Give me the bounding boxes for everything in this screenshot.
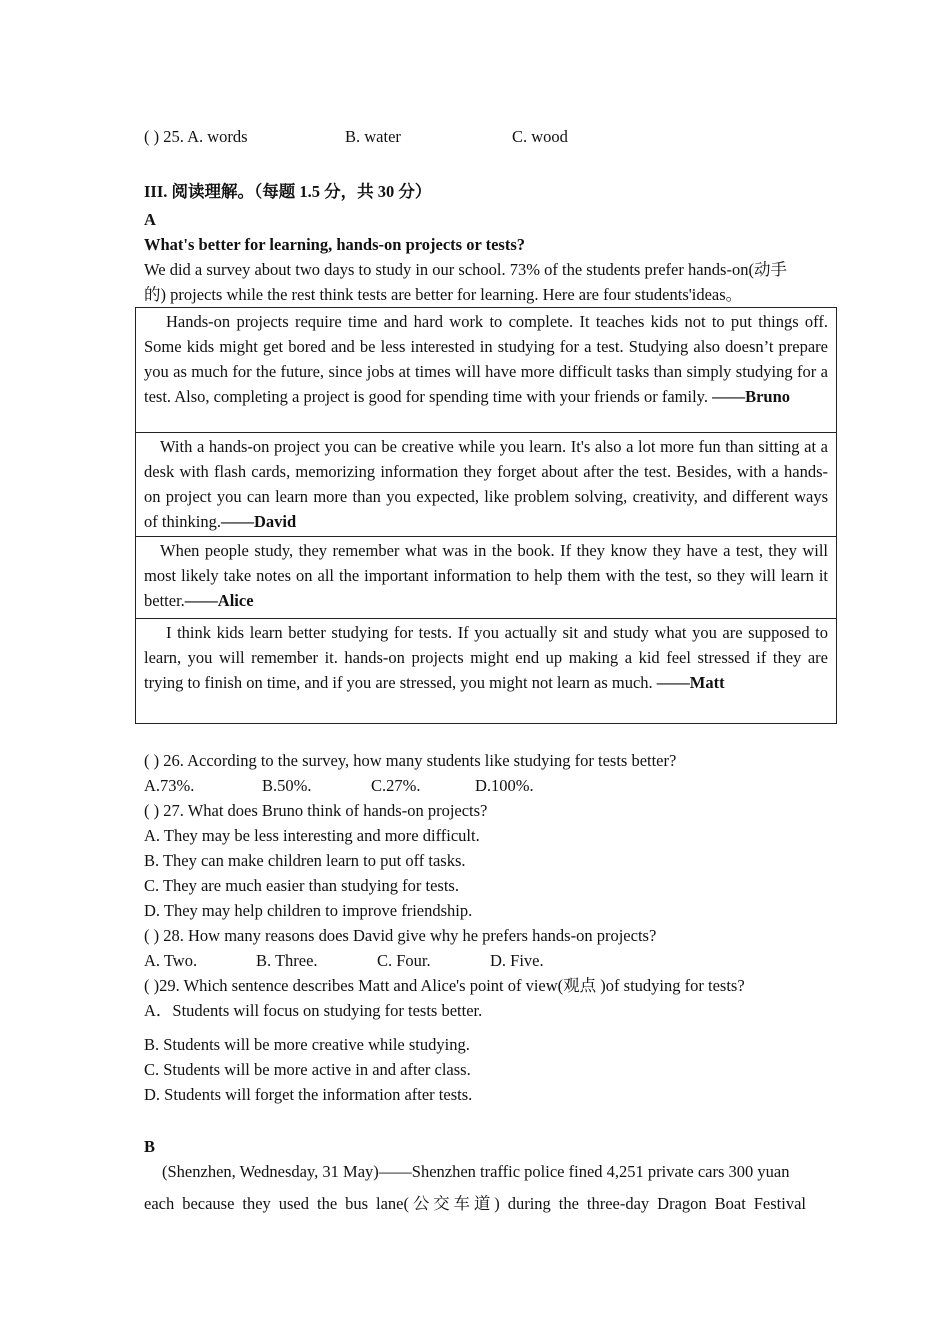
question-26-option-c: C.27%. bbox=[371, 776, 421, 795]
question-27-option-d: D. They may help children to improve friendship. bbox=[144, 901, 473, 920]
question-27-stem: ( ) 27. What does Bruno think of hands-on projects? bbox=[144, 801, 488, 820]
question-26-option-a: A.73%. bbox=[144, 776, 195, 795]
opinion-text bbox=[144, 538, 828, 613]
question-29-option-c: C. Students will be more active in and after class. bbox=[144, 1060, 471, 1079]
opinion-body: With a hands-on project you can be creative while you learn. It's also a lot more fun than sitting at a desk with flash cards, memorizing information they forget about after the test. Besides, with a hands-on project you can learn more than you expected, like problem solving, creativity, and different ways of thinking. bbox=[144, 437, 828, 531]
passage-a-intro-line1: We did a survey about two days to study in our school. 73% of the students prefer hands-on(动手 bbox=[144, 260, 787, 279]
question-25-option-c: C. wood bbox=[512, 127, 568, 146]
question-29-option-d: D. Students will forget the information after tests. bbox=[144, 1085, 473, 1104]
opinion-body: Hands-on projects require time and hard work to complete. It teaches kids not to put things off. Some kids might get bored and be less interested in studying for a test. Studying also doesn’t prepare you as much for the future, since jobs at times will have more difficult tasks than simply studying for a test. Also, completing a project is good for spending time with your friends or family. bbox=[144, 312, 828, 406]
part-b-label: B bbox=[144, 1137, 156, 1156]
question-28-stem: ( ) 28. How many reasons does David give why he prefers hands-on projects? bbox=[144, 926, 657, 945]
opinion-text bbox=[144, 309, 828, 409]
opinion-box-david bbox=[135, 432, 837, 537]
opinion-box-bruno bbox=[135, 307, 837, 433]
question-25 bbox=[144, 127, 248, 147]
opinion-signature: ——Bruno bbox=[712, 387, 791, 406]
question-29-option-a: A．Students will focus on studying for tests better. bbox=[144, 1001, 483, 1020]
opinion-body: I think kids learn better studying for tests. If you actually sit and study what you are supposed to learn, you will remember it. hands-on projects might end up making a kid feel stressed if they are trying to finish on time, and if you are stressed, you might not learn as much. bbox=[144, 623, 828, 692]
passage-a-intro-line2: 的) projects while the rest think tests are better for learning. Here are four students'ideas。 bbox=[144, 285, 743, 304]
section-title: III. 阅读理解。（每题 1.5 分，共 30 分） bbox=[144, 182, 432, 201]
question-28-option-b: B. Three. bbox=[256, 951, 318, 970]
passage-b-line2: each because they used the bus lane(公交车道) during the three-day Dragon Boat Festival bbox=[144, 1194, 806, 1213]
question-26-option-b: B.50%. bbox=[262, 776, 312, 795]
question-27-option-a: A. They may be less interesting and more difficult. bbox=[144, 826, 480, 845]
question-28-option-a: A. Two. bbox=[144, 951, 198, 970]
question-26-stem: ( ) 26. According to the survey, how many students like studying for tests better? bbox=[144, 751, 677, 770]
question-28-option-d: D. Five. bbox=[490, 951, 544, 970]
opinion-text bbox=[144, 620, 828, 695]
opinion-body: When people study, they remember what was in the book. If they know they have a test, they will most likely take notes on all the important information to help them with the test, so they will learn it better. bbox=[144, 541, 828, 610]
question-27-option-b: B. They can make children learn to put off tasks. bbox=[144, 851, 466, 870]
passage-b-line1: (Shenzhen, Wednesday, 31 May)——Shenzhen traffic police fined 4,251 private cars 300 yuan bbox=[162, 1162, 790, 1181]
opinion-box-matt bbox=[135, 618, 837, 724]
opinion-box-alice bbox=[135, 536, 837, 619]
passage-a-title: What's better for learning, hands-on projects or tests? bbox=[144, 235, 526, 254]
part-a-label: A bbox=[144, 210, 156, 229]
opinion-signature: ——David bbox=[221, 512, 297, 531]
opinion-signature: ——Matt bbox=[656, 673, 725, 692]
question-29-option-b: B. Students will be more creative while studying. bbox=[144, 1035, 470, 1054]
opinion-text bbox=[144, 434, 828, 534]
question-25-stem: ( ) 25. A. words bbox=[144, 127, 248, 146]
question-26-option-d: D.100%. bbox=[475, 776, 534, 795]
question-29-stem: ( )29. Which sentence describes Matt and Alice's point of view(观点 )of studying for tests? bbox=[144, 976, 745, 995]
question-27-option-c: C. They are much easier than studying for tests. bbox=[144, 876, 459, 895]
question-28-option-c: C. Four. bbox=[377, 951, 431, 970]
question-25-option-b: B. water bbox=[345, 127, 401, 146]
opinion-signature: ——Alice bbox=[184, 591, 254, 610]
